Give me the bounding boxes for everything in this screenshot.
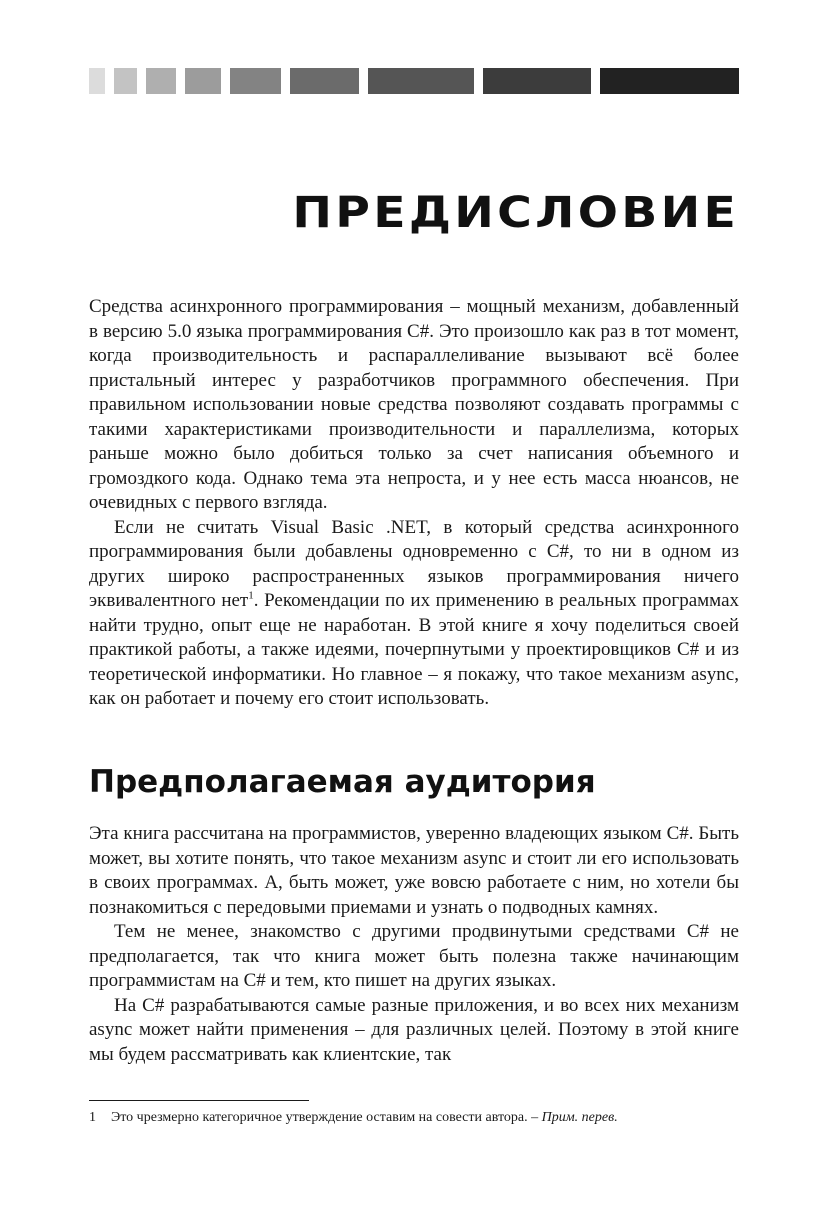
footnote xyxy=(89,1108,739,1127)
decor-segment xyxy=(483,68,591,94)
intro-paragraph-1: Средства асинхронного программирования – мощный механизм, добавленный в версию 5.0 языка программирования C#. Это произошло как раз в тот момент, когда производительность и распараллеливание вызывают всё более пристальный интерес у разработчиков программного обеспечения. При правильном использовании новые средства позволяют создавать программы с такими характеристиками производительности и параллелизма, которых раньше можно было добиться только за счет написания объемного и громоздкого кода. Однако тема эта непроста, и у нее есть масса нюансов, не очевидных с первого взгляда. xyxy=(89,296,739,513)
intro-paragraph-2 xyxy=(89,516,739,712)
footnote-text: Это чрезмерно категоричное утверждение оставим на совести автора. – xyxy=(111,1110,539,1125)
audience-section xyxy=(89,822,739,1067)
chapter-title: ПРЕДИСЛОВИЕ xyxy=(292,188,739,238)
footnote-reference[interactable]: 1 xyxy=(248,589,254,602)
decor-segment xyxy=(89,68,105,94)
decor-segment xyxy=(600,68,739,94)
footnote-number: 1 xyxy=(89,1110,96,1125)
header-decor-strip xyxy=(89,68,739,94)
section-heading-audience: Предполагаемая аудитория xyxy=(89,764,596,800)
audience-paragraph-1: Эта книга рассчитана на программистов, уверенно владеющих языком C#. Быть может, вы хотите понять, что такое механизм async и стоит ли его использовать в своих программах. А, быть может, уже вовсю работаете с ним, но хотели бы познакомиться с передовыми приемами и узнать о подводных камнях. xyxy=(89,823,739,918)
intro-section xyxy=(89,295,739,712)
decor-segment xyxy=(146,68,175,94)
footnote-divider xyxy=(89,1100,309,1101)
book-page xyxy=(89,0,739,1211)
decor-segment xyxy=(230,68,281,94)
intro-paragraph-2-text: Если не считать Visual Basic .NET, в который средства асинхронного программирования были добавлены одновременно с C#, то ни в одном из других широко распространенных языков программирования ничего эквивалентного нет xyxy=(89,516,739,611)
decor-segment xyxy=(185,68,221,94)
decor-segment xyxy=(368,68,474,94)
decor-segment xyxy=(290,68,360,94)
audience-paragraph-3: На C# разрабатываются самые разные приложения, и во всех них механизм async может найти применения – для различных целей. Поэтому в этой книге мы будем рассматривать как клиентские, так xyxy=(89,994,739,1065)
intro-paragraph-2-text-cont: . Рекомендации по их применению в реальных программах найти трудно, опыт еще не наработан. В этой книге я хочу поделиться своей практикой работы, а также идеями, почерпнутыми у проектировщиков C# и из теоретической информатики. Но главное – я покажу, что такое механизм async, как он работает и почему его стоит использовать. xyxy=(89,590,740,709)
audience-paragraph-2: Тем не менее, знакомство с другими продвинутыми средствами C# не предполагается, так что книга может быть полезна также начинающим программистам на C# и тем, кто пишет на других языках. xyxy=(89,921,739,991)
decor-segment xyxy=(114,68,138,94)
footnote-translator-note: Прим. перев. xyxy=(541,1110,618,1125)
